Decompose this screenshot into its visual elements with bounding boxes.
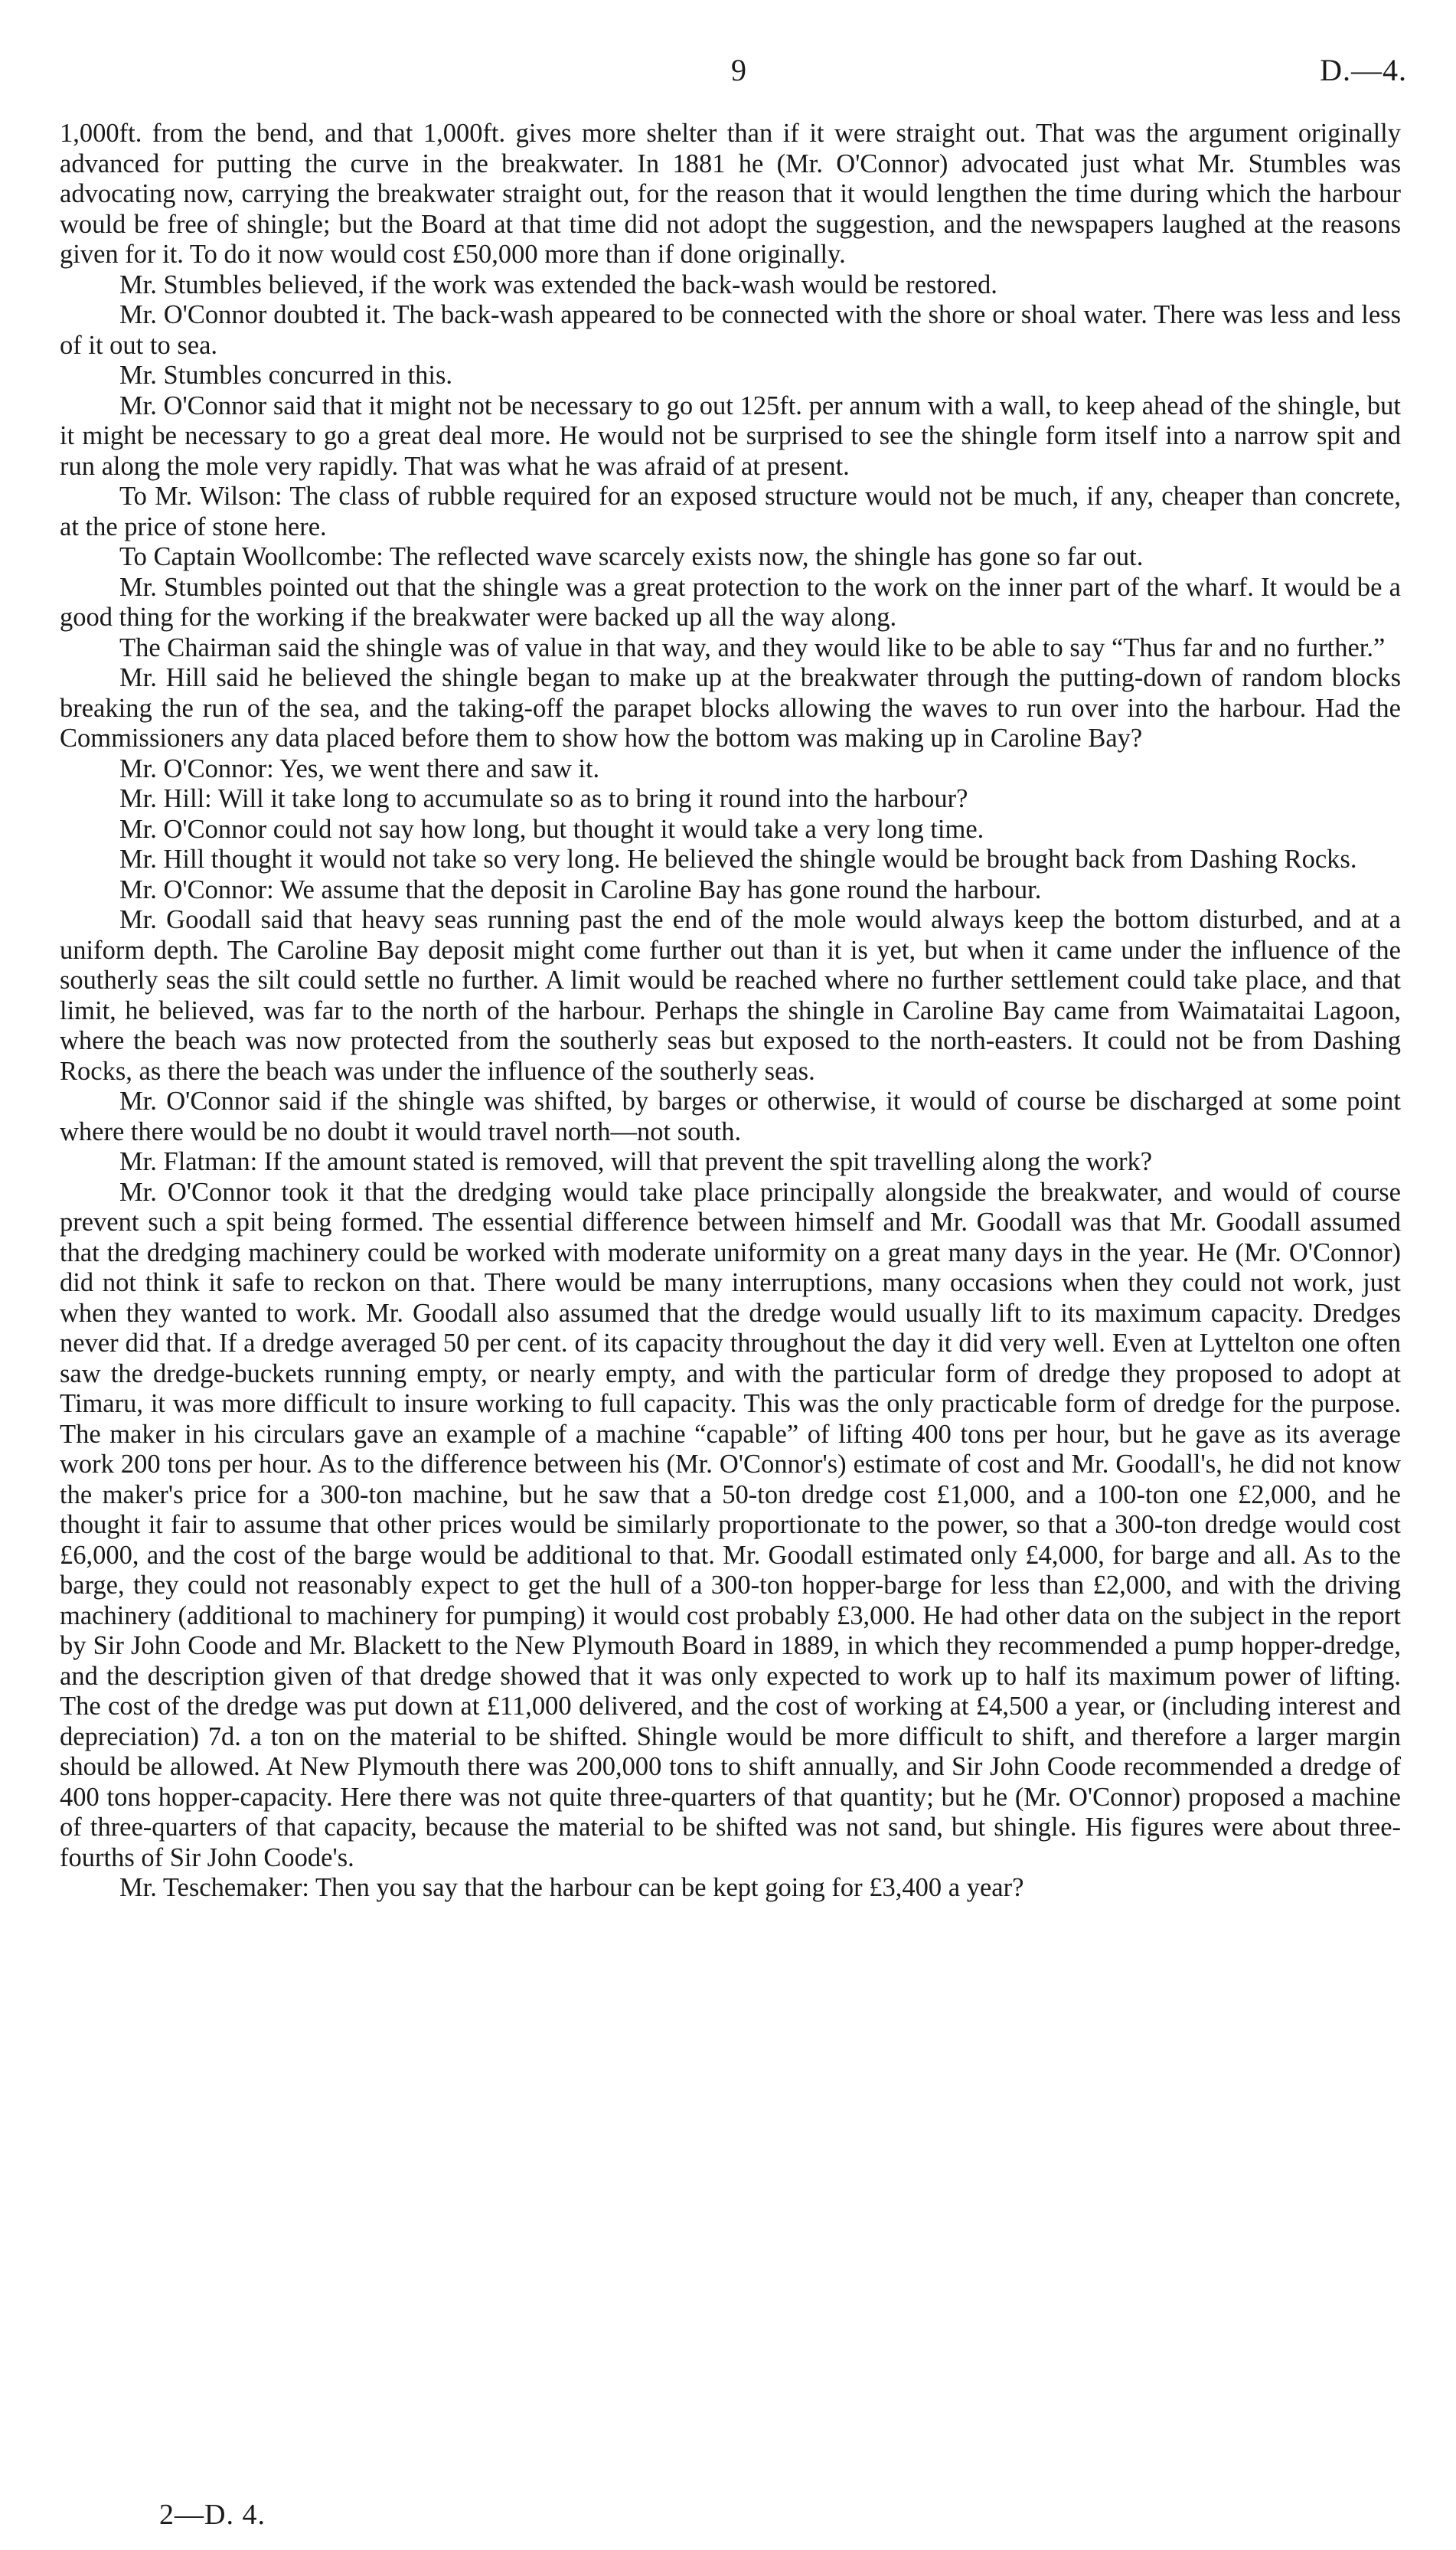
paragraph-continuation: 1,000ft. from the bend, and that 1,000ft. gives more shelter than if it were straight out. That was the argument originally advanced for putting the curve in the breakwater. In 1881 he (Mr. O'Connor) advocated just what Mr. Stumbles was advocating now, carrying the breakwater straight out, for the reason that it would lengthen the time during which the harbour would be free of shingle; but the Board at that time did not adopt the suggestion, and the newspapers laughed at the reasons given for it. To do it now would cost £50,000 more than if done originally. — [60, 119, 1401, 269]
paragraph: Mr. O'Connor could not say how long, but thought it would take a very long time. — [119, 814, 984, 844]
page-signature-mark: 2—D. 4. — [159, 2499, 266, 2531]
page-header — [0, 52, 1456, 90]
paragraph: Mr. Stumbles concurred in this. — [119, 361, 453, 390]
document-reference: D.—4. — [1320, 53, 1407, 87]
paragraph: Mr. Flatman: If the amount stated is removed, will that prevent the spit travelling along the work? — [119, 1147, 1153, 1176]
paragraph: Mr. Goodall said that heavy seas running past the end of the mole would always keep the bottom disturbed, and at a uniform depth. The Caroline Bay deposit might come further out than it is yet, but when it came under the influence of the southerly seas the silt could settle no further. A limit would be reached where no further settlement could take place, and that limit, he believed, was far to the north of the harbour. Perhaps the shingle in Caroline Bay came from Waimataitai Lagoon, where the beach was now protected from the southerly seas but exposed to the north-easters. It could not be from Dashing Rocks, as there the beach was under the influence of the southerly seas. — [60, 905, 1401, 1086]
paragraph: Mr. Teschemaker: Then you say that the harbour can be kept going for £3,400 a year? — [119, 1873, 1024, 1902]
paragraph: The Chairman said the shingle was of value in that way, and they would like to be able to say “Thus far and no further.” — [119, 633, 1386, 662]
paragraph: Mr. O'Connor said if the shingle was shifted, by barges or otherwise, it would of course be discharged at some point where there would be no doubt it would travel north—not south. — [60, 1087, 1401, 1146]
paragraph: Mr. Stumbles believed, if the work was extended the back-wash would be restored. — [119, 270, 997, 299]
paragraph: Mr. Stumbles pointed out that the shingle was a great protection to the work on the inner part of the wharf. It would be a good thing for the working if the breakwater were backed up all the way along. — [60, 572, 1401, 632]
paragraph: To Captain Woollcombe: The reflected wave scarcely exists now, the shingle has gone so far out. — [119, 542, 1144, 571]
body-text — [60, 119, 1401, 1904]
paragraph: Mr. O'Connor took it that the dredging would take place principally alongside the breakwater, and would of course prevent such a spit being formed. The essential difference between himself and Mr. Goodall was that Mr. Goodall assumed that the dredging machinery could be worked with moderate uniformity on a great many days in the year. He (Mr. O'Connor) did not think it safe to reckon on that. There would be many interruptions, many occasions when they could not work, just when they wanted to work. Mr. Goodall also assumed that the dredge would usually lift to its maximum capacity. Dredges never did that. If a dredge averaged 50 per cent. of its capacity throughout the day it did very well. Even at Lyttelton one often saw the dredge-buckets running empty, or nearly empty, and with the particular form of dredge they proposed to adopt at Timaru, it was more difficult to insure working to full capacity. This was the only practicable form of dredge for the purpose. The maker in his circulars gave an example of a machine “capable” of lifting 400 tons per hour, but he gave as its average work 200 tons per hour. As to the difference between his (Mr. O'Connor's) estimate of cost and Mr. Goodall's, he did not know the maker's price for a 300-ton machine, but he saw that a 50-ton dredge cost £1,000, and a 100-ton one £2,000, and he thought it fair to assume that other prices would be similarly proportionate to the power, so that a 300-ton dredge would cost £6,000, and the cost of the barge would be additional to that. Mr. Goodall estimated only £4,000, for barge and all. As to the barge, they could not reasonably expect to get the hull of a 300-ton hopper-barge for less than £2,000, and with the driving machinery (additional to machinery for pumping) it would cost probably £3,000. He had other data on the subject in the report by Sir John Coode and Mr. Blackett to the New Plymouth Board in 1889, in which they recommended a pump hopper-dredge, and the description given of that dredge showed that it was only expected to work up to half its maximum power of lifting. The cost of the dredge was put down at £11,000 delivered, and the cost of working at £4,500 a year, or (including interest and depreciation) 7d. a ton on the material to be shifted. Shingle would be more difficult to shift, and therefore a larger margin should be allowed. At New Plymouth there was 200,000 tons to shift annually, and Sir John Coode recommended a dredge of 400 tons hopper-capacity. Here there was not quite three-quarters of that quantity; but he (Mr. O'Connor) proposed a machine of three-quarters of that capacity, because the material to be shifted was not sand, but shingle. His figures were about three-fourths of Sir John Coode's. — [60, 1177, 1401, 1872]
paragraph: To Mr. Wilson: The class of rubble required for an exposed structure would not be much, if any, cheaper than concrete, at the price of stone here. — [60, 482, 1401, 541]
paragraph: Mr. Hill: Will it take long to accumulate so as to bring it round into the harbour? — [119, 784, 968, 813]
paragraph: Mr. O'Connor said that it might not be necessary to go out 125ft. per annum with a wall, to keep ahead of the shingle, but it might be necessary to go a great deal more. He would not be surprised to see the shingle form itself into a narrow spit and run along the mole very rapidly. That was what he was afraid of at present. — [60, 391, 1401, 481]
paragraph: Mr. O'Connor: We assume that the deposit in Caroline Bay has gone round the harbour. — [119, 875, 1042, 904]
paragraph: Mr. Hill said he believed the shingle began to make up at the breakwater through the putting-down of random blocks breaking the run of the sea, and the taking-off the parapet blocks allowing the waves to run over into the harbour. Had the Commissioners any data placed before them to show how the bottom was making up in Caroline Bay? — [60, 663, 1401, 753]
paragraph: Mr. Hill thought it would not take so very long. He believed the shingle would be brought back from Dashing Rocks. — [119, 845, 1357, 874]
page-number: 9 — [731, 53, 746, 87]
paragraph: Mr. O'Connor doubted it. The back-wash appeared to be connected with the shore or shoal water. There was less and less of it out to sea. — [60, 300, 1401, 360]
paragraph: Mr. O'Connor: Yes, we went there and saw it. — [119, 754, 600, 783]
